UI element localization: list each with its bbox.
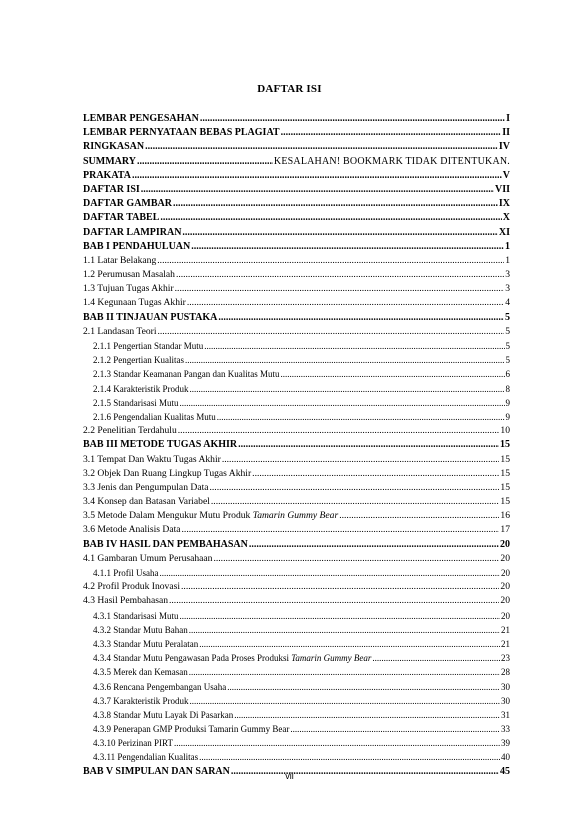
toc-entry-page: 15 xyxy=(500,439,510,451)
toc-entry-page: IX xyxy=(498,198,510,210)
toc-entry-page: 39 xyxy=(501,738,510,749)
dot-leader xyxy=(160,566,501,580)
dot-leader xyxy=(157,254,504,268)
dot-leader xyxy=(222,453,500,467)
dot-leader xyxy=(252,467,499,481)
toc-entry[interactable] xyxy=(83,282,510,296)
toc-entry-label: 2.1.5 Standarisasi Mutu xyxy=(93,397,179,408)
toc-entry-label: 2.1.3 Standar Keamanan Pangan dan Kualitas Mutu xyxy=(93,369,280,380)
toc-entry-label: DAFTAR ISI xyxy=(83,183,140,195)
toc-entry[interactable] xyxy=(83,197,510,211)
toc-entry-label: 3.5 Metode Dalam Mengukur Mutu Produk Tamarin Gummy Bear xyxy=(83,510,339,522)
toc-entry-label: DAFTAR LAMPIRAN xyxy=(83,226,182,238)
dot-leader xyxy=(137,155,273,169)
toc-entry[interactable] xyxy=(83,750,510,764)
toc-entry-label: 4.2 Profil Produk Inovasi xyxy=(83,581,181,593)
toc-entry-label: LEMBAR PENGESAHAN xyxy=(83,113,199,124)
toc-entry[interactable] xyxy=(83,155,510,169)
toc-entry[interactable] xyxy=(83,680,510,694)
toc-entry-label: PRAKATA xyxy=(83,169,131,181)
dot-leader xyxy=(141,183,494,197)
toc-entry[interactable] xyxy=(83,708,510,722)
toc-entry-page: X xyxy=(502,212,510,224)
toc-entry-page: 30 xyxy=(501,681,510,692)
toc-entry-label: 1.4 Kegunaan Tugas Akhir xyxy=(83,297,186,309)
dot-leader xyxy=(200,112,505,126)
dot-leader xyxy=(372,651,500,665)
dot-leader xyxy=(199,637,500,651)
toc-entry[interactable] xyxy=(83,566,510,580)
toc-entry[interactable] xyxy=(83,467,510,481)
toc-entry-page: 15 xyxy=(500,453,510,465)
toc-entry-page: 5 xyxy=(505,325,510,337)
toc-entry-page: I xyxy=(506,113,510,124)
toc-entry-page: 20 xyxy=(501,610,510,621)
toc-entry[interactable] xyxy=(83,552,510,566)
toc-entry-label: 4.3.6 Rencana Pengembangan Usaha xyxy=(93,681,227,692)
page-title: DAFTAR ISI xyxy=(257,83,322,95)
toc-entry-page: 15 xyxy=(500,467,510,479)
toc-entry[interactable] xyxy=(83,722,510,736)
toc-entry[interactable] xyxy=(83,367,510,381)
toc-entry-page: 21 xyxy=(501,624,510,635)
toc-entry-label: 4.3.5 Merek dan Kemasan xyxy=(93,667,188,678)
dot-leader xyxy=(175,282,505,296)
dot-leader xyxy=(339,509,499,523)
toc-entry-page: 6 xyxy=(505,369,510,380)
dot-leader xyxy=(182,226,497,240)
dot-leader xyxy=(249,538,499,552)
toc-entry[interactable] xyxy=(83,254,510,268)
dot-leader xyxy=(199,750,500,764)
toc-entry[interactable] xyxy=(83,538,510,552)
dot-leader xyxy=(189,382,504,396)
toc-entry-label: 4.3.9 Penerapan GMP Produksi Tamarin Gummy Bear xyxy=(93,724,290,735)
toc-entry-page: 20 xyxy=(500,595,510,607)
dot-leader xyxy=(280,367,504,381)
toc-entry-page: 3 xyxy=(505,269,510,281)
toc-entry-page: IV xyxy=(498,141,510,153)
dot-leader xyxy=(178,424,500,438)
dot-leader xyxy=(281,126,502,140)
toc-entry-label: 3.2 Objek Dan Ruang Lingkup Tugas Akhir xyxy=(83,467,252,479)
toc-entry-page: 31 xyxy=(501,709,510,720)
toc-entry-page: 21 xyxy=(501,638,510,649)
toc-entry-page: VII xyxy=(494,183,510,195)
table-of-contents xyxy=(83,112,510,779)
toc-entry-page: XI xyxy=(498,226,510,238)
toc-entry-label: 3.1 Tempat Dan Waktu Tugas Akhir xyxy=(83,453,221,465)
toc-entry-page: 5 xyxy=(505,311,510,323)
dot-leader xyxy=(290,722,500,736)
toc-entry-page: 15 xyxy=(500,496,510,508)
toc-entry-label: 4.3.8 Standar Mutu Layak Di Pasarkan xyxy=(93,709,234,720)
toc-entry[interactable] xyxy=(83,580,510,594)
toc-entry[interactable] xyxy=(83,339,510,353)
toc-entry[interactable] xyxy=(83,396,510,410)
toc-entry[interactable] xyxy=(83,226,510,240)
toc-entry-page: 33 xyxy=(501,724,510,735)
toc-entry[interactable] xyxy=(83,140,510,154)
toc-entry[interactable] xyxy=(83,694,510,708)
toc-entry-label: 3.3 Jenis dan Pengumpulan Data xyxy=(83,481,209,493)
dot-leader xyxy=(189,623,500,637)
toc-entry-page: 9 xyxy=(505,411,510,422)
toc-entry-label: BAB IV HASIL DAN PEMBAHASAN xyxy=(83,538,248,550)
dot-leader xyxy=(169,594,499,608)
dot-leader xyxy=(189,665,500,679)
toc-entry[interactable] xyxy=(83,594,510,608)
toc-entry-label: 1.1 Latar Belakang xyxy=(83,254,157,266)
dot-leader xyxy=(211,495,500,509)
toc-entry-label: 4.3.4 Standar Mutu Pengawasan Pada Proses Produksi Tamarin Gummy Bear xyxy=(93,653,372,664)
toc-entry-page: 20 xyxy=(500,552,510,564)
dot-leader xyxy=(145,140,498,154)
toc-entry-page: 5 xyxy=(505,341,510,351)
toc-entry-page: 28 xyxy=(501,667,510,678)
toc-entry[interactable] xyxy=(83,240,510,254)
toc-entry-label: 2.2 Penelitian Terdahulu xyxy=(83,425,177,437)
dot-leader xyxy=(181,580,499,594)
dot-leader xyxy=(132,169,502,183)
toc-entry[interactable] xyxy=(83,609,510,623)
toc-entry-label: LEMBAR PERNYATAAN BEBAS PLAGIAT xyxy=(83,127,280,139)
toc-entry-page: 15 xyxy=(500,481,510,493)
toc-entry-page: 17 xyxy=(500,524,510,536)
toc-entry-label: 4.1.1 Profil Usaha xyxy=(93,568,159,578)
toc-entry-label: DAFTAR GAMBAR xyxy=(83,198,172,210)
toc-entry[interactable] xyxy=(83,268,510,282)
toc-entry-page: 40 xyxy=(501,752,510,763)
toc-entry-page: 45 xyxy=(500,765,510,777)
toc-entry[interactable] xyxy=(83,112,510,126)
dot-leader xyxy=(174,736,500,750)
dot-leader xyxy=(238,438,499,452)
toc-entry-page: 30 xyxy=(501,695,510,706)
toc-entry[interactable] xyxy=(83,736,510,750)
dot-leader xyxy=(180,396,505,410)
toc-entry[interactable] xyxy=(83,424,510,438)
toc-entry-label: 4.3 Hasil Pembahasan xyxy=(83,595,168,607)
toc-entry-page: 20 xyxy=(501,568,510,578)
page-number: vii xyxy=(285,771,294,781)
dot-leader xyxy=(191,240,504,254)
toc-entry-page: 20 xyxy=(500,538,510,550)
toc-entry[interactable] xyxy=(83,211,510,225)
toc-entry[interactable] xyxy=(83,651,510,665)
toc-entry-label: 2.1.6 Pengendalian Kualitas Mutu xyxy=(93,411,216,422)
dot-leader xyxy=(210,481,500,495)
toc-entry-label: SUMMARY xyxy=(83,155,136,167)
toc-entry-page: V xyxy=(502,169,510,181)
dot-leader xyxy=(185,353,505,367)
toc-entry-page: 8 xyxy=(505,383,510,394)
toc-entry[interactable] xyxy=(83,623,510,637)
toc-entry-page: 1 xyxy=(505,254,510,266)
toc-entry[interactable] xyxy=(83,637,510,651)
toc-entry-page: 20 xyxy=(500,581,510,593)
toc-entry-label: 4.3.1 Standarisasi Mutu xyxy=(93,610,179,621)
dot-leader xyxy=(187,296,504,310)
dot-leader xyxy=(227,680,500,694)
toc-entry-label: BAB II TINJAUAN PUSTAKA xyxy=(83,311,218,323)
dot-leader xyxy=(218,311,504,325)
dot-leader xyxy=(189,694,500,708)
toc-entry[interactable] xyxy=(83,169,510,183)
toc-entry[interactable] xyxy=(83,126,510,140)
toc-entry[interactable] xyxy=(83,438,510,452)
toc-entry-label: 2.1 Landasan Teori xyxy=(83,325,157,337)
toc-entry-page: 3 xyxy=(505,283,510,295)
toc-entry-label: 1.2 Perumusan Masalah xyxy=(83,269,175,281)
toc-entry-label: BAB V SIMPULAN DAN SARAN xyxy=(83,765,230,777)
dot-leader xyxy=(160,211,501,225)
toc-entry-label: DAFTAR TABEL xyxy=(83,212,160,224)
toc-entry[interactable] xyxy=(83,509,510,523)
toc-entry-label: 4.3.2 Standar Mutu Bahan xyxy=(93,624,188,635)
toc-entry[interactable] xyxy=(83,311,510,325)
toc-entry-page: 4 xyxy=(505,297,510,309)
toc-entry-label: 4.3.10 Perizinan PIRT xyxy=(93,738,173,749)
dot-leader xyxy=(204,339,504,353)
toc-entry-label: 2.1.2 Pengertian Kualitas xyxy=(93,355,184,366)
toc-entry[interactable] xyxy=(83,495,510,509)
toc-entry[interactable] xyxy=(83,481,510,495)
toc-entry-page: 9 xyxy=(505,397,510,408)
toc-entry[interactable] xyxy=(83,353,510,367)
toc-entry[interactable] xyxy=(83,453,510,467)
dot-leader xyxy=(173,197,498,211)
dot-leader xyxy=(157,325,504,339)
dot-leader xyxy=(217,410,505,424)
toc-entry-label: 3.4 Konsep dan Batasan Variabel xyxy=(83,496,210,508)
toc-entry-label: 2.1.4 Karakteristik Produk xyxy=(93,383,189,394)
toc-entry-label: 4.1 Gambaran Umum Perusahaan xyxy=(83,552,213,564)
dot-leader xyxy=(180,609,501,623)
toc-entry-page: 1 xyxy=(505,240,510,252)
toc-entry-label: 1.3 Tujuan Tugas Akhir xyxy=(83,283,174,295)
toc-entry-label: RINGKASAN xyxy=(83,141,145,153)
toc-entry[interactable] xyxy=(83,410,510,424)
dot-leader xyxy=(234,708,500,722)
toc-entry-label: 2.1.1 Pengertian Standar Mutu xyxy=(93,341,204,351)
toc-entry[interactable] xyxy=(83,183,510,197)
toc-entry-page: II xyxy=(502,127,510,139)
toc-entry-label: 4.3.11 Pengendalian Kualitas xyxy=(93,752,199,763)
toc-entry-page: 10 xyxy=(500,425,510,437)
dot-leader xyxy=(176,268,504,282)
toc-entry[interactable] xyxy=(83,325,510,339)
toc-entry-page: 23 xyxy=(501,653,510,664)
toc-entry[interactable] xyxy=(83,665,510,679)
toc-entry[interactable] xyxy=(83,296,510,310)
toc-entry-page: KESALAHAN! BOOKMARK TIDAK DITENTUKAN. xyxy=(273,155,510,167)
toc-entry-label: 4.3.7 Karakteristik Produk xyxy=(93,695,189,706)
toc-entry[interactable] xyxy=(83,382,510,396)
dot-leader xyxy=(213,552,499,566)
toc-entry-label: 3.6 Metode Analisis Data xyxy=(83,524,181,536)
toc-entry-page: 16 xyxy=(500,510,510,522)
toc-entry-label: 4.3.3 Standar Mutu Peralatan xyxy=(93,638,199,649)
dot-leader xyxy=(182,523,500,537)
toc-entry-label: BAB III METODE TUGAS AKHIR xyxy=(83,439,238,451)
toc-entry-label: BAB I PENDAHULUAN xyxy=(83,240,191,252)
toc-entry-page: 5 xyxy=(505,355,510,366)
toc-entry[interactable] xyxy=(83,523,510,537)
